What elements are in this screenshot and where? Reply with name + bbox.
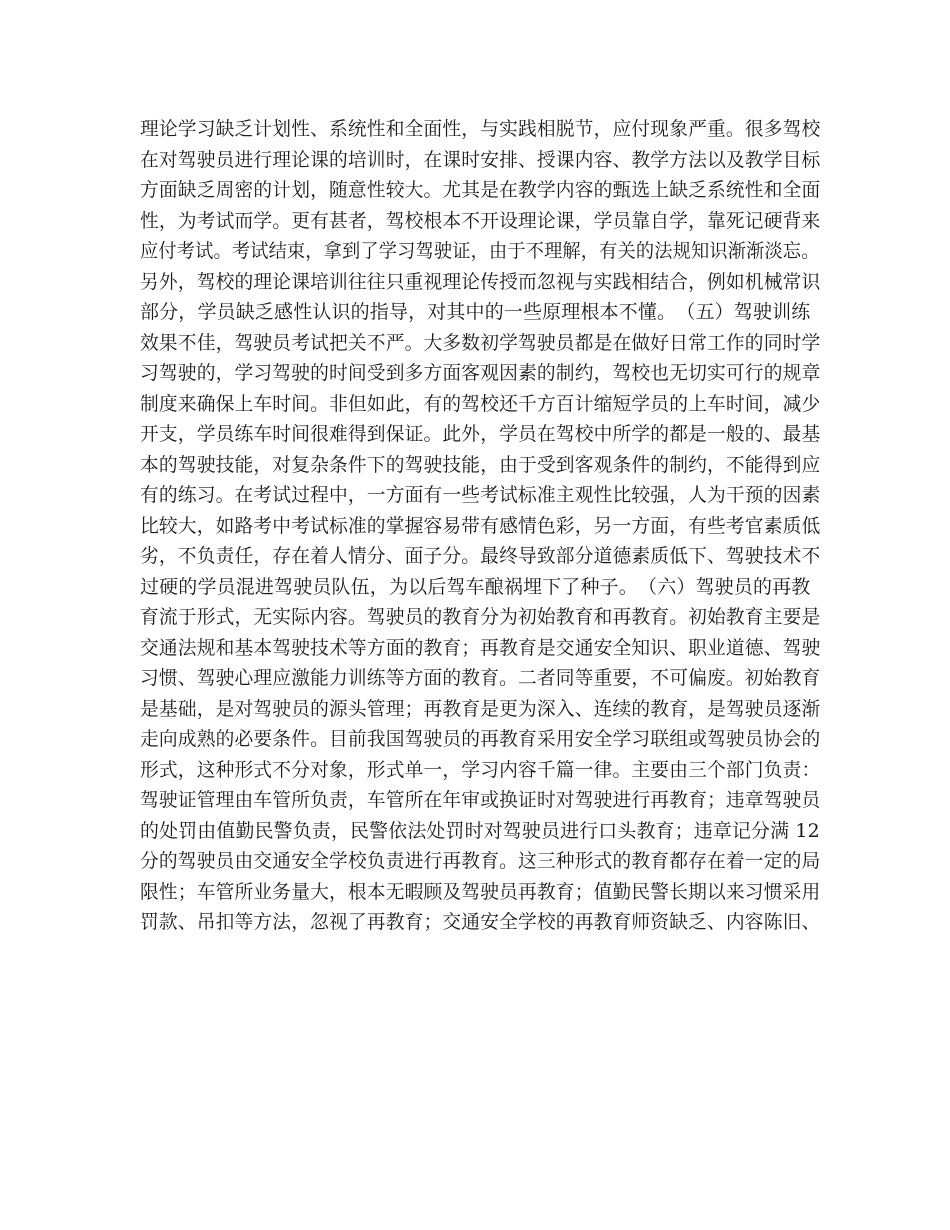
text-line: 有的练习。在考试过程中，一方面有一些考试标准主观性比较强，人为干预的因素 [140, 484, 821, 506]
text-line: 交通法规和基本驾驶技术等方面的教育；再教育是交通安全知识、职业道德、驾驶 [140, 636, 821, 659]
text-line: 习驾驶的，学习驾驶的时间受到多方面客观因素的制约，驾校也无切实可行的规章 [140, 362, 821, 384]
text-line: 走向成熟的必要条件。目前我国驾驶员的再教育采用安全学习联组或驾驶员协会的 [140, 728, 821, 750]
text-line: 罚款、吊扣等方法，忽视了再教育；交通安全学校的再教育师资缺乏、内容陈旧、 [140, 911, 821, 933]
text-line: 过硬的学员混进驾驶员队伍，为以后驾车酿祸埋下了种子。 （六）驾驶员的再教 [140, 575, 811, 598]
text-line: 制度来确保上车时间。非但如此，有的驾校还千方百计缩短学员的上车时间，减少 [140, 392, 821, 415]
text-line: 方面缺乏周密的计划，随意性较大。尤其是在教学内容的甄选上缺乏系统性和全面 [140, 179, 821, 201]
text-line: 育流于形式，无实际内容。驾驶员的教育分为初始教育和再教育。初始教育主要是 [140, 606, 821, 628]
text-line: 在对驾驶员进行理论课的培训时，在课时安排、授课内容、教学方法以及教学目标 [140, 148, 821, 171]
text-line: 形式，这种形式不分对象，形式单一，学习内容千篇一律。主要由三个部门负责： [140, 758, 821, 781]
text-line: 本的驾驶技能，对复杂条件下的驾驶技能，由于受到客观条件的制约，不能得到应 [140, 453, 821, 476]
text-line: 的处罚由值勤民警负责，民警依法处罚时对驾驶员进行口头教育；违章记分满 12 [140, 819, 820, 842]
text-line: 限性；车管所业务量大，根本无暇顾及驾驶员再教育；值勤民警长期以来习惯采用 [140, 880, 821, 903]
text-line: 性，为考试而学。更有甚者，驾校根本不开设理论课，学员靠自学，靠死记硬背来 [140, 209, 821, 232]
text-line: 另外，驾校的理论课培训往往只重视理论传授而忽视与实践相结合，例如机械常识 [140, 270, 821, 293]
body-text [140, 114, 820, 938]
text-line: 应付考试。考试结束，拿到了学习驾驶证，由于不理解，有关的法规知识渐渐淡忘。 [140, 240, 820, 262]
text-line: 习惯、驾驶心理应激能力训练等方面的教育。二者同等重要，不可偏废。初始教育 [140, 667, 821, 689]
text-line: 开支，学员练车时间很难得到保证。此外，学员在驾校中所学的都是一般的、最基 [140, 423, 821, 445]
text-line: 部分，学员缺乏感性认识的指导，对其中的一些原理根本不懂。 （五）驾驶训练 [140, 301, 811, 323]
text-line: 效果不佳，驾驶员考试把关不严。大多数初学驾驶员都是在做好日常工作的同时学 [140, 331, 821, 354]
text-line: 比较大，如路考中考试标准的掌握容易带有感情色彩，另一方面，有些考官素质低 [140, 514, 821, 537]
text-line: 是基础，是对驾驶员的源头管理；再教育是更为深入、连续的教育，是驾驶员逐渐 [140, 697, 821, 720]
text-line: 分的驾驶员由交通安全学校负责进行再教育。这三种形式的教育都存在着一定的局 [140, 850, 821, 872]
text-line: 理论学习缺乏计划性、系统性和全面性，与实践相脱节，应付现象严重。很多驾校 [140, 118, 821, 140]
text-line: 驾驶证管理由车管所负责，车管所在年审或换证时对驾驶进行再教育；违章驾驶员 [140, 789, 821, 811]
text-line: 劣，不负责任，存在着人情分、面子分。最终导致部分道德素质低下、驾驶技术不 [140, 545, 821, 567]
